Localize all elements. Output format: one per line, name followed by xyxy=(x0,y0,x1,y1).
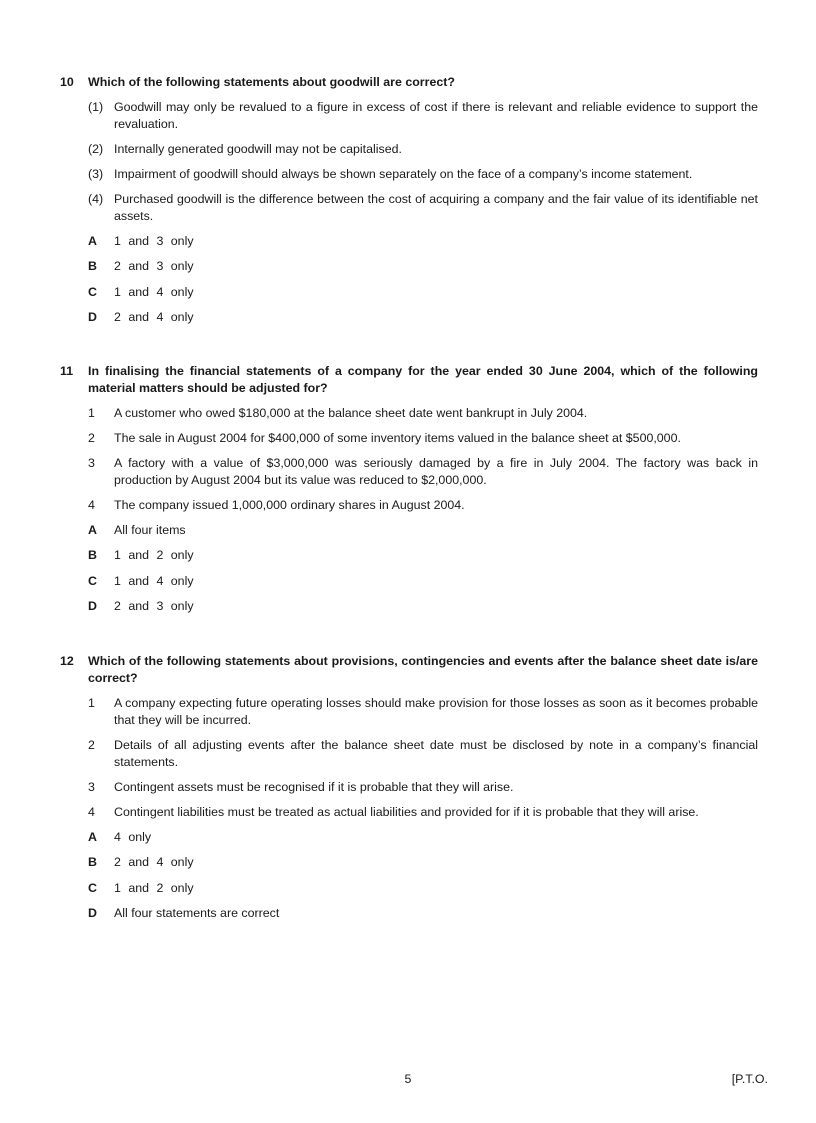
question-10 xyxy=(60,74,758,335)
statement-item xyxy=(88,779,758,796)
answer-option-d xyxy=(88,905,758,922)
answer-option-a xyxy=(88,829,758,846)
option-text: All four items xyxy=(114,523,186,537)
question-number: 12 xyxy=(60,654,74,668)
option-text: 1 and 4 only xyxy=(114,573,194,588)
statement-list xyxy=(88,405,758,514)
statement-item xyxy=(88,455,758,489)
question-12 xyxy=(60,653,758,931)
question-text: In finalising the financial statements of a company for the year ended 30 June 2004, which of the following material matters should be adjusted for? xyxy=(88,364,758,395)
answer-option-d xyxy=(88,598,758,615)
question-11 xyxy=(60,363,758,624)
statement-text: Purchased goodwill is the difference between the cost of acquiring a company and the fair value of its identifiable net assets. xyxy=(114,192,758,223)
statement-item xyxy=(88,737,758,771)
option-text: 2 and 3 only xyxy=(114,599,194,614)
question-text: Which of the following statements about provisions, contingencies and events after the balance sheet date is/are correct? xyxy=(88,654,758,685)
statement-label: 4 xyxy=(88,805,95,819)
answer-option-a xyxy=(88,233,758,250)
statement-text: A factory with a value of $3,000,000 was seriously damaged by a fire in July 2004. The factory was back in production by August 2004 but its value was reduced to $2,000,000. xyxy=(114,456,758,487)
option-text: 1 and 2 only xyxy=(114,548,194,563)
statement-label: (2) xyxy=(88,142,104,156)
statement-item xyxy=(88,430,758,447)
statement-label: 4 xyxy=(88,498,95,512)
option-label: A xyxy=(88,830,97,844)
option-list xyxy=(88,522,758,615)
option-label: A xyxy=(88,234,97,248)
statement-item xyxy=(88,141,758,158)
statement-item xyxy=(88,695,758,729)
question-header xyxy=(60,74,758,91)
statement-text: Internally generated goodwill may not be capitalised. xyxy=(114,142,402,156)
answer-option-c xyxy=(88,284,758,301)
option-label: D xyxy=(88,906,97,921)
statement-label: 2 xyxy=(88,738,95,752)
answer-option-a xyxy=(88,522,758,539)
statement-text: Impairment of goodwill should always be shown separately on the face of a company’s income statement. xyxy=(114,167,693,181)
option-text: 2 and 4 only xyxy=(114,310,194,325)
option-label: C xyxy=(88,573,97,588)
option-list xyxy=(88,233,758,326)
option-text: 2 and 3 only xyxy=(114,259,194,274)
statement-text: A customer who owed $180,000 at the balance sheet date went bankrupt in July 2004. xyxy=(114,406,588,420)
answer-option-b xyxy=(88,854,758,871)
answer-option-c xyxy=(88,880,758,897)
answer-option-c xyxy=(88,573,758,590)
statement-label: (1) xyxy=(88,100,104,114)
statement-item xyxy=(88,804,758,821)
statement-text: Details of all adjusting events after the balance sheet date must be disclosed by note in a company’s financial statements. xyxy=(114,738,758,769)
option-label: B xyxy=(88,548,97,563)
statement-item xyxy=(88,405,758,422)
option-label: C xyxy=(88,284,97,299)
option-text: 4 only xyxy=(114,830,152,844)
question-number: 10 xyxy=(60,75,74,89)
statement-label: (4) xyxy=(88,192,104,206)
answer-option-d xyxy=(88,309,758,326)
statement-text: The sale in August 2004 for $400,000 of some inventory items valued in the balance sheet at $500,000. xyxy=(114,431,681,445)
option-text: 2 and 4 only xyxy=(114,855,194,870)
option-label: B xyxy=(88,855,97,870)
question-text: Which of the following statements about goodwill are correct? xyxy=(88,75,455,89)
statement-text: A company expecting future operating losses should make provision for those losses as soon as it becomes probable that they will be incurred. xyxy=(114,696,758,727)
statement-label: 3 xyxy=(88,780,95,794)
statement-label: 3 xyxy=(88,456,95,470)
option-label: D xyxy=(88,310,97,325)
statement-label: 2 xyxy=(88,431,95,445)
option-text: 1 and 2 only xyxy=(114,880,194,895)
statement-item xyxy=(88,497,758,514)
page-number: 5 xyxy=(404,1072,412,1086)
option-label: B xyxy=(88,259,97,274)
option-label: D xyxy=(88,599,97,614)
statement-item xyxy=(88,191,758,225)
option-label: A xyxy=(88,523,97,537)
statement-text: Contingent liabilities must be treated as actual liabilities and provided for if it is probable that they will arise. xyxy=(114,805,699,819)
statement-label: 1 xyxy=(88,406,95,420)
statement-list xyxy=(88,99,758,225)
question-number: 11 xyxy=(60,364,74,378)
option-list xyxy=(88,829,758,922)
statement-label: (3) xyxy=(88,167,104,181)
statement-item xyxy=(88,166,758,183)
statement-list xyxy=(88,695,758,821)
pto-marker: [P.T.O. xyxy=(731,1072,768,1086)
statement-label: 1 xyxy=(88,696,95,710)
statement-item xyxy=(88,99,758,133)
statement-text: Contingent assets must be recognised if it is probable that they will arise. xyxy=(114,780,514,794)
option-text: 1 and 4 only xyxy=(114,284,194,299)
option-text: 1 and 3 only xyxy=(114,234,194,248)
answer-option-b xyxy=(88,258,758,275)
statement-text: The company issued 1,000,000 ordinary shares in August 2004. xyxy=(114,498,465,512)
question-header xyxy=(60,653,758,687)
question-header xyxy=(60,363,758,397)
option-label: C xyxy=(88,880,97,895)
option-text: All four statements are correct xyxy=(114,906,280,921)
answer-option-b xyxy=(88,547,758,564)
statement-text: Goodwill may only be revalued to a figure in excess of cost if there is relevant and reliable evidence to support the revaluation. xyxy=(114,100,758,131)
